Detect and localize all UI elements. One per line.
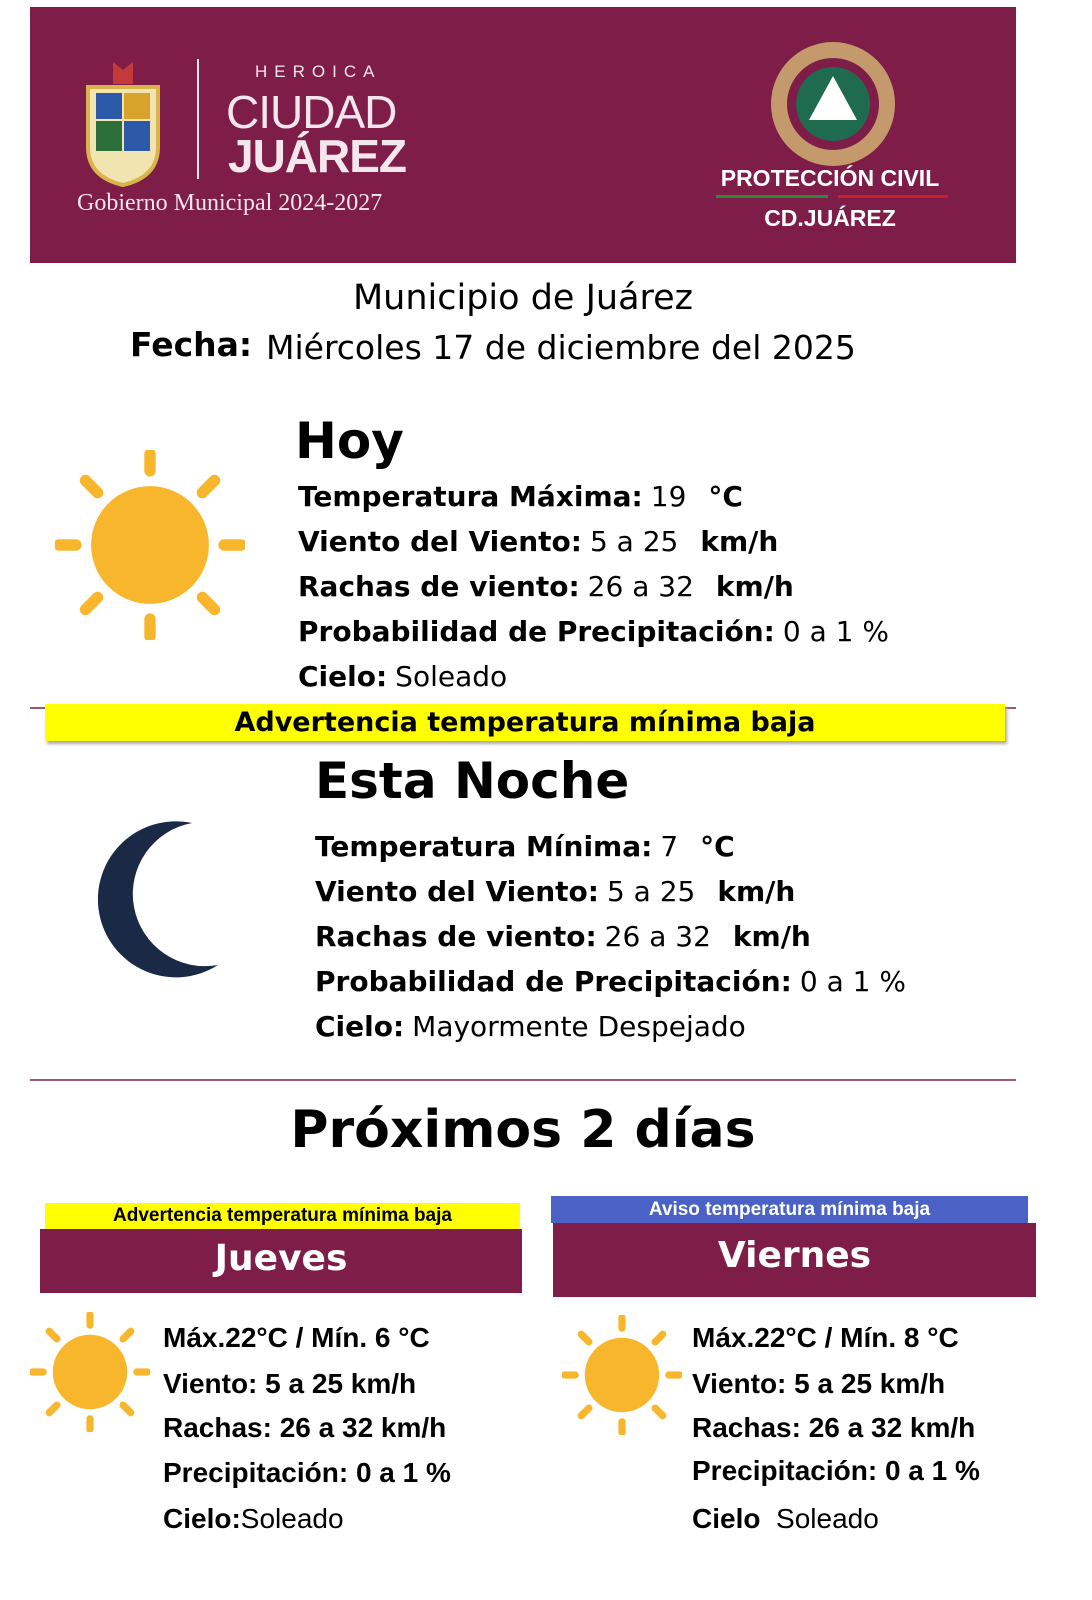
sun-icon <box>30 1312 150 1432</box>
detail-unit: °C <box>700 830 735 863</box>
sun-icon <box>55 450 245 640</box>
detail-row <box>298 480 743 513</box>
detail-label: Probabilidad de Precipitación: <box>315 965 792 998</box>
detail-row <box>298 615 889 648</box>
logo-divider <box>197 59 199 179</box>
today-title: Hoy <box>295 412 404 470</box>
next-days-title: Próximos 2 días <box>290 1100 756 1160</box>
detail-value: Mayormente Despejado <box>412 1010 746 1043</box>
viento-label: Viento: <box>163 1368 258 1399</box>
detail-label: Rachas de viento: <box>298 570 580 603</box>
detail-unit: km/h <box>700 525 779 558</box>
detail-value: 26 a 32 <box>604 920 711 953</box>
detail-value: 0 a 1 % <box>782 615 889 648</box>
detail-row <box>298 525 778 558</box>
detail-row <box>315 920 811 953</box>
day-alert-jueves: Advertencia temperatura mínima baja <box>45 1203 520 1229</box>
logo-cd-juarez: CD.JUÁREZ <box>764 205 896 231</box>
sun-icon <box>562 1315 682 1435</box>
rachas-label: Rachas: <box>163 1412 272 1443</box>
detail-unit: km/h <box>717 875 796 908</box>
detail-label: Temperatura Mínima: <box>315 830 653 863</box>
municipio-title: Municipio de Juárez <box>352 278 694 318</box>
logo-ciudad: CIUDAD <box>226 86 397 138</box>
detail-value: 0 a 1 % <box>799 965 906 998</box>
detail-value: 26 a 32 <box>587 570 694 603</box>
detail-row <box>315 1010 746 1043</box>
flag-stripe-red <box>838 195 948 198</box>
detail-row <box>315 875 795 908</box>
day-alert-viernes: Aviso temperatura mínima baja <box>551 1196 1028 1223</box>
rachas-label: Rachas: <box>692 1412 801 1443</box>
fecha-value: Miércoles 17 de diciembre del 2025 <box>266 328 856 367</box>
temp-range: Máx.22°C / Mín. 6 °C <box>163 1322 430 1353</box>
cielo-label: Cielo <box>692 1503 761 1534</box>
detail-value: 5 a 25 <box>606 875 696 908</box>
detail-label: Cielo: <box>315 1010 405 1043</box>
viento-value: 5 a 25 km/h <box>265 1368 417 1399</box>
precip-label: Precipitación: <box>692 1455 878 1486</box>
viento-value: 5 a 25 km/h <box>794 1368 946 1399</box>
detail-unit: °C <box>708 480 743 513</box>
moon-icon <box>80 815 230 985</box>
cielo-label: Cielo: <box>163 1503 241 1534</box>
detail-value: 7 <box>660 830 679 863</box>
warning-banner: Advertencia temperatura mínima baja <box>45 704 1005 741</box>
viento-label: Viento: <box>692 1368 787 1399</box>
precip-label: Precipitación: <box>163 1457 349 1488</box>
cielo-value: Soleado <box>776 1503 879 1534</box>
coat-of-arms-logo <box>78 57 168 187</box>
logo-juarez: JUÁREZ <box>228 130 407 182</box>
precip-value: 0 a 1 % <box>884 1455 980 1486</box>
divider <box>30 1079 1016 1081</box>
day-header-viernes: Viernes <box>553 1223 1036 1297</box>
flag-stripe-green <box>716 195 828 198</box>
rachas-value: 26 a 32 km/h <box>279 1412 447 1443</box>
detail-label: Viento del Viento: <box>315 875 599 908</box>
detail-row <box>298 660 507 693</box>
logo-heroica: HEROICA <box>255 62 382 81</box>
detail-value: 5 a 25 <box>589 525 679 558</box>
detail-label: Rachas de viento: <box>315 920 597 953</box>
detail-row <box>315 830 735 863</box>
detail-unit: km/h <box>715 570 794 603</box>
detail-label: Probabilidad de Precipitación: <box>298 615 775 648</box>
cielo-value: Soleado <box>240 1503 344 1534</box>
fecha-label: Fecha: <box>130 325 253 364</box>
detail-row <box>298 570 794 603</box>
day-header-jueves: Jueves <box>40 1229 522 1293</box>
rachas-value: 26 a 32 km/h <box>808 1412 976 1443</box>
tonight-title: Esta Noche <box>315 752 630 810</box>
header-banner <box>30 7 1016 263</box>
logo-proteccion-civil: PROTECCIÓN CIVIL <box>720 165 940 191</box>
detail-unit: km/h <box>732 920 811 953</box>
detail-label: Temperatura Máxima: <box>298 480 643 513</box>
detail-value: Soleado <box>395 660 508 693</box>
temp-range: Máx.22°C / Mín. 8 °C <box>692 1322 959 1353</box>
precip-value: 0 a 1 % <box>355 1457 451 1488</box>
logo-gobierno: Gobierno Municipal 2024-2027 <box>77 190 383 216</box>
detail-value: 19 <box>650 480 687 513</box>
detail-label: Cielo: <box>298 660 388 693</box>
detail-row <box>315 965 906 998</box>
detail-label: Viento del Viento: <box>298 525 582 558</box>
proteccion-civil-logo <box>763 34 903 174</box>
